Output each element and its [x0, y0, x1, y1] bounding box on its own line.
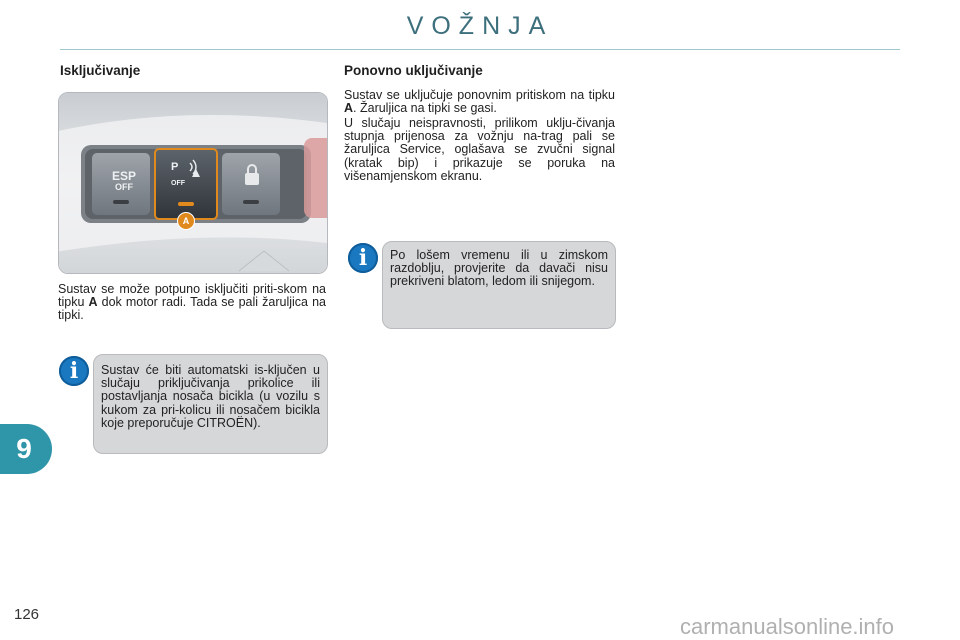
- key-a: A: [344, 101, 354, 116]
- chapter-number: 9: [16, 433, 32, 464]
- park-button-label: P: [171, 161, 179, 173]
- section-heading-deactivation: Isključivanje: [60, 63, 141, 78]
- park-off-label: OFF: [171, 180, 185, 187]
- button-panel-illustration: [59, 93, 327, 273]
- callout-a: A: [177, 212, 195, 230]
- chapter-title: VOŽNJA: [406, 12, 554, 40]
- info-icon: i: [59, 356, 89, 386]
- esp-off-label: OFF: [115, 182, 133, 192]
- malfunction-paragraph: U slučaju neispravnosti, prilikom uklju-čivanja stupnja prijenosa za vožnju na-trag pali se žaruljica Service, oglašava se zvučni signal (kratak bip) i prikazuje se poruka na višenamjenskom ekranu.: [344, 116, 615, 183]
- deactivation-paragraph: Sustav se može potpuno isključiti priti-skom na tipku A dok motor radi. Tada se pali žaruljica na tipki.: [58, 282, 326, 323]
- page-number: 126: [14, 606, 40, 623]
- reactivation-paragraph: Sustav se uključuje ponovnim pritiskom na tipku A. Žaruljica na tipki se gasi.: [344, 88, 615, 116]
- chapter-tab: [0, 424, 52, 474]
- key-a: A: [88, 295, 98, 310]
- info-box-towing: [93, 354, 328, 454]
- button-panel-figure: [58, 92, 328, 274]
- title-divider: [60, 49, 900, 50]
- info-icon: i: [348, 243, 378, 273]
- section-heading-reactivation: Ponovno uključivanje: [344, 63, 483, 78]
- info-text-towing: Sustav će biti automatski is-ključen u slučaju priključivanja prikolice ili postavljanja nosača bicikla (u vozilu s kukom za pri-kolicu ili nosačem bicikla koje preporučuje CITROËN).: [101, 363, 320, 430]
- esp-button-label: ESP: [112, 169, 137, 183]
- watermark: carmanualsonline.info: [680, 614, 895, 639]
- info-text-weather: Po lošem vremenu ili u zimskom razdoblju, provjerite da davači nisu prekriveni blatom, ledom ili snijegom.: [390, 248, 608, 289]
- info-box-weather: [382, 241, 616, 329]
